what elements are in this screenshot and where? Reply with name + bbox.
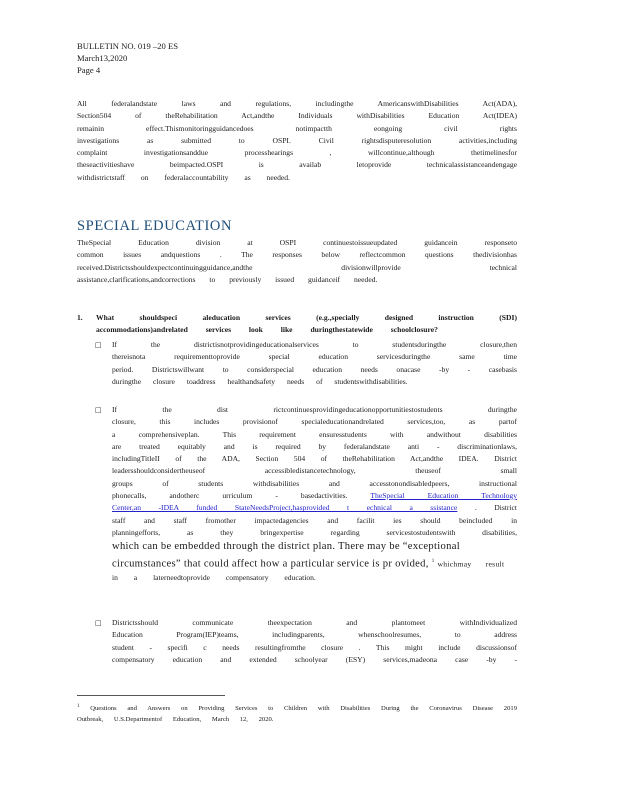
- paragraph-line: All federalandstate laws and regulations, includingthe AmericanswithDisabilities Act(ADA),: [77, 99, 517, 108]
- bullet-line: closure, this includes provisionof specialeducationandrelated services,too, as partof: [112, 417, 517, 427]
- line-text: phonecalls, andotherc urriculum - basedactivities.: [112, 491, 348, 501]
- bullet-line: [112, 502, 517, 514]
- line-text: . District: [474, 503, 518, 513]
- line-text: whichmay result: [437, 559, 505, 569]
- bullet-line: If the dist rictcontinuesprovidingeducationopportunitiestostudents duringthe: [112, 405, 517, 414]
- question-number: 1.: [77, 313, 83, 322]
- bullet-line: student - specifi c needs resultingfromthe closure . This might include discussionsof: [112, 642, 517, 652]
- checkbox-bullet-icon: □: [95, 619, 102, 627]
- bulletin-number: BULLETIN NO. 019 –20 ES: [77, 41, 178, 51]
- bullet-line: leadersshouldconsidertheuseof accessibledistancetechnology, theuseof small: [112, 466, 517, 476]
- bullet-line: duringthe closure toaddress healthandsafety needs of studentswithdisabilities.: [112, 376, 408, 386]
- bullet-line: compensatory education and extended schoolyear (ESY) services,madeona case -by -: [112, 654, 517, 664]
- paragraph-line: remainin effect.Thismonitoringguidancedoes notimpactth eongoing civil rights: [77, 123, 517, 133]
- footnote-divider: [77, 695, 225, 696]
- intro-paragraph: [77, 98, 517, 184]
- paragraph-line: investigations as submitted to OSPI. Civil rightsdisputeresolution activities,including: [77, 135, 517, 145]
- paragraph-line: withdistrictstaff on federalaccountability as needed.: [77, 172, 290, 182]
- paragraph-line: common issues andquestions . The responses below reflectcommon questions thedivisionhas: [77, 250, 517, 260]
- footnote-marker: 1: [77, 704, 80, 709]
- bullet-line: are treated equitably and is required by federalandstate anti - discriminationlaws,: [112, 441, 517, 451]
- bullet-item: [95, 404, 517, 584]
- paragraph-line: TheSpecial Education division at OSPI continuestoissueupdated guidancein responseto: [77, 238, 517, 247]
- bullet-line-large: [112, 554, 517, 572]
- question-line: accommodations)andrelated services look like duringthestatewide schoolclosure?: [96, 325, 438, 335]
- footnote-text: Questions and Answers on Providing Services to Children with Disabilities During the Coronavirus Disease 2019: [90, 705, 517, 713]
- paragraph-line: complaint investigationsanddue processhearings , willcontinue,although thetimelinesfor: [77, 148, 517, 158]
- footnote: [77, 701, 517, 725]
- paragraph-line: assistance,clarifications,andcorrections to previously issued guidanceif needed.: [77, 274, 378, 284]
- page-number: Page 4: [77, 65, 101, 75]
- bullet-line: includingTitleII of the ADA, Section 504 of theRehabilitation Act,andthe IDEA. District: [112, 454, 517, 464]
- section-heading: SPECIAL EDUCATION: [77, 218, 233, 234]
- bullet-line: thereisnota requirementtoprovide special education servicesduringthe same time: [112, 352, 517, 362]
- paragraph-line: received.Districtsshouldexpectcontinuingguidance,andthe divisionwillprovide technical: [77, 262, 517, 272]
- footnote-line: [77, 701, 517, 714]
- checkbox-bullet-icon: □: [95, 341, 102, 349]
- footnote-line: Outbreak, U.S.Departmentof Education, March 12, 2020.: [77, 716, 274, 724]
- bullet-item: [95, 339, 517, 388]
- bullet-line-large: which can be embedded through the district plan. There may be “exceptional: [112, 541, 460, 553]
- section-paragraph: [77, 237, 517, 286]
- bullet-line: in a laterneedtoprovide compensatory education.: [112, 572, 316, 582]
- bullet-line: Districtsshould communicate theexpectation and plantomeet withIndividualized: [112, 618, 517, 627]
- bulletin-date: March13,2020: [77, 53, 128, 63]
- paragraph-line: theseactivitieshave beimpacted.OSPI is availab letoprovide technicalassistanceandengage: [77, 160, 517, 170]
- bullet-line: [112, 490, 517, 502]
- line-text: circumstances” that could affect how a particular service is pr ovided,: [112, 558, 429, 570]
- bullet-line: planningefforts, as they bringexpertise regarding servicestostudentswith disabilities,: [112, 527, 517, 537]
- bullet-line: groups of students withdisabilities and accesstonondisabledpeers, instructional: [112, 478, 517, 488]
- paragraph-line: Section504 of theRehabilitation Act,andthe Individuals withDisabilities Education Act(IDEA): [77, 111, 517, 121]
- checkbox-bullet-icon: □: [95, 406, 102, 414]
- bullet-item: [95, 617, 517, 666]
- bullet-line: Education Program(IEP)teams, includingparents, whenschoolresumes, to address: [112, 630, 517, 640]
- question-line: What shouldspeci aleducation services (e.g.,specially designed instruction (SDI): [96, 313, 517, 322]
- bulletin-header: [77, 40, 178, 76]
- bullet-line: period. Districtswillwant to considerspecial education needs onacase -by - casebasis: [112, 364, 517, 374]
- bullet-line: staff and staff fromother impactedagencies and facilit ies should beincluded in: [112, 515, 517, 525]
- footnote-reference[interactable]: 1: [431, 559, 435, 565]
- set-center-link-continued[interactable]: Center,an -IDEA funded StateNeedsProject,hasprovided t echnical a ssistance: [112, 503, 458, 513]
- bullet-line: If the districtisnotprovidingeducationalservices to studentsduringthe closure,then: [112, 340, 517, 349]
- set-center-link[interactable]: TheSpecial Education Technology: [370, 491, 517, 501]
- bullet-line: a comprehensiveplan. This requirement ensuresstudents with andwithout disabilities: [112, 429, 517, 439]
- question-1: [77, 312, 517, 337]
